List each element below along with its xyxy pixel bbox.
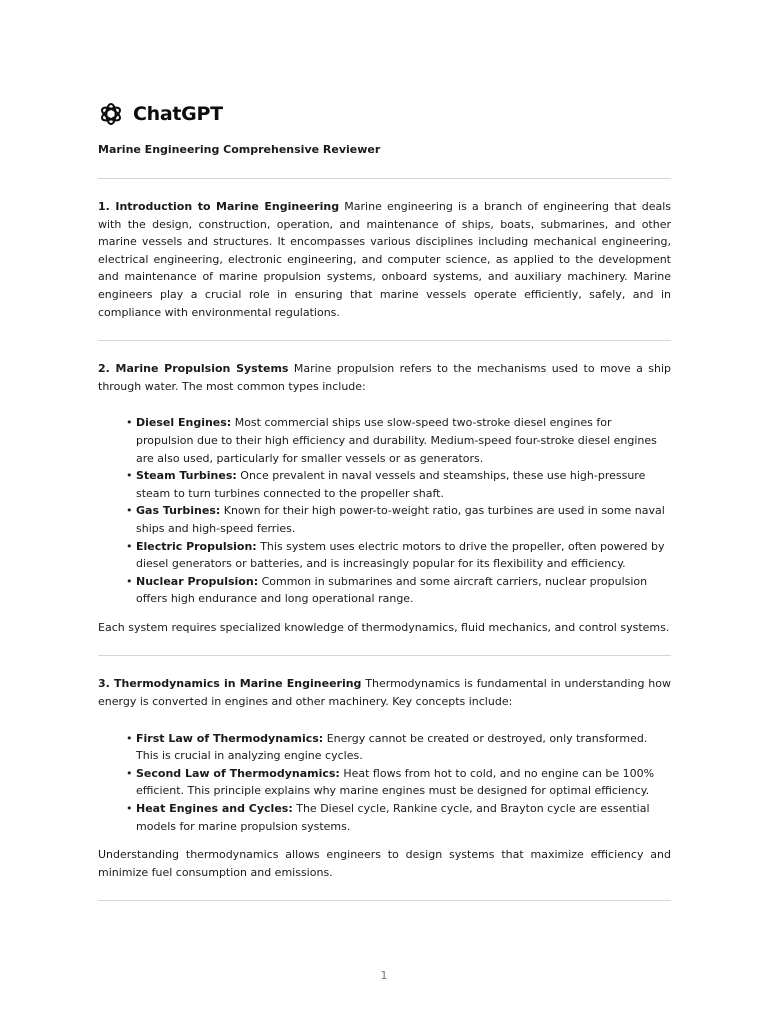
document-title: Marine Engineering Comprehensive Reviewer bbox=[98, 143, 381, 156]
list-item-text: Common in submarines and some aircraft carriers, nuclear propulsion offers high endurance and long operational range. bbox=[136, 574, 648, 606]
list-item-term: Diesel Engines: bbox=[136, 416, 232, 430]
thermodynamics-list bbox=[98, 730, 671, 836]
section-3-paragraph bbox=[98, 675, 671, 710]
page-number: 1 bbox=[380, 969, 388, 982]
section-2-closing: Each system requires specialized knowledge of thermodynamics, fluid mechanics, and control systems. bbox=[98, 620, 670, 634]
section-divider bbox=[98, 340, 671, 341]
section-1-body: Marine engineering is a branch of engineering that deals with the design, construction, operation, and maintenance of ships, boats, submarines, and other marine vessels and structures. It encompasses various disciplines including mechanical engineering, electrical engineering, electronic engineering, and computer science, as applied to the development and maintenance of marine propulsion systems, onboard systems, and auxiliary machinery. Marine engineers play a crucial role in ensuring that marine vessels operate efficiently, safely, and in compliance with environmental regulations. bbox=[98, 200, 672, 319]
list-item: • Heat Engines and Cycles: The Diesel cycle, Rankine cycle, and Brayton cycle are essential models for marine propulsion systems. bbox=[126, 802, 650, 833]
list-item: • Nuclear Propulsion: Common in submarines and some aircraft carriers, nuclear propulsion offers high endurance and long operational range. bbox=[126, 574, 648, 606]
list-item: • Gas Turbines: Known for their high power-to-weight ratio, gas turbines are used in some naval ships and high-speed ferries. bbox=[126, 504, 665, 535]
section-1-heading: 1. Introduction to Marine Engineering bbox=[98, 200, 340, 213]
list-item-text: This system uses electric motors to drive the propeller, often powered by diesel generators or batteries, and is increasingly popular for its flexibility and efficiency. bbox=[136, 539, 665, 571]
section-2-body: Marine propulsion refers to the mechanisms used to move a ship through water. The most common types include: bbox=[98, 362, 671, 393]
list-item: • Second Law of Thermodynamics: Heat flows from hot to cold, and no engine can be 100% efficient. This principle explains why marine engines must be designed for optimal efficiency. bbox=[126, 766, 655, 798]
list-item: • First Law of Thermodynamics: Energy cannot be created or destroyed, only transformed. This is crucial in analyzing engine cycles. bbox=[126, 731, 648, 763]
openai-logo-icon bbox=[98, 101, 124, 127]
document-page bbox=[98, 96, 671, 901]
list-item-text: Once prevalent in naval vessels and steamships, these use high-pressure steam to turn turbines connected to the propeller shaft. bbox=[136, 469, 646, 500]
section-2-paragraph bbox=[98, 360, 671, 395]
section-divider bbox=[98, 178, 671, 179]
list-item: • Electric Propulsion: This system uses electric motors to drive the propeller, often powered by diesel generators or batteries, and is increasingly popular for its flexibility and efficiency. bbox=[126, 539, 665, 571]
list-item-term: Heat Engines and Cycles: bbox=[136, 802, 293, 816]
list-item-text: Most commercial ships use slow-speed two-stroke diesel engines for propulsion due to their high efficiency and durability. Medium-speed four-stroke diesel engines are also used, particularly for smaller vessels or as generators. bbox=[136, 416, 657, 465]
list-item-term: Gas Turbines: bbox=[136, 504, 221, 518]
list-item-text: Energy cannot be created or destroyed, only transformed. This is crucial in analyzing engine cycles. bbox=[136, 731, 648, 763]
list-item-text: Known for their high power-to-weight ratio, gas turbines are used in some naval ships and high-speed ferries. bbox=[136, 504, 665, 535]
section-3-body: Thermodynamics is fundamental in understanding how energy is converted in engines and other machinery. Key concepts include: bbox=[98, 677, 672, 709]
section-1-paragraph bbox=[98, 198, 671, 321]
list-item-term: Electric Propulsion: bbox=[136, 539, 257, 553]
list-item-term: Steam Turbines: bbox=[136, 469, 237, 483]
list-item: • Steam Turbines: Once prevalent in naval vessels and steamships, these use high-pressure steam to turn turbines connected to the propeller shaft. bbox=[126, 469, 646, 500]
section-3-heading: 3. Thermodynamics in Marine Engineering bbox=[98, 677, 362, 691]
section-divider bbox=[98, 900, 671, 901]
propulsion-list bbox=[98, 414, 671, 608]
list-item-text: Heat flows from hot to cold, and no engine can be 100% efficient. This principle explains why marine engines must be designed for optimal efficiency. bbox=[136, 766, 655, 798]
brand-header bbox=[98, 96, 671, 132]
list-item-term: Second Law of Thermodynamics: bbox=[136, 766, 340, 780]
list-item-term: Nuclear Propulsion: bbox=[136, 574, 259, 588]
section-divider bbox=[98, 655, 671, 656]
list-item-term: First Law of Thermodynamics: bbox=[136, 731, 324, 745]
section-3-closing: Understanding thermodynamics allows engineers to design systems that maximize efficiency and minimize fuel consumption and emissions. bbox=[98, 848, 671, 879]
brand-name: ChatGPT bbox=[133, 103, 223, 125]
list-item: • Diesel Engines: Most commercial ships use slow-speed two-stroke diesel engines for propulsion due to their high efficiency and durability. Medium-speed four-stroke diesel engines are also used, particularly for smaller vessels or as generators. bbox=[126, 416, 657, 465]
list-item-text: The Diesel cycle, Rankine cycle, and Brayton cycle are essential models for marine propulsion systems. bbox=[136, 802, 650, 833]
section-2-heading: 2. Marine Propulsion Systems bbox=[98, 362, 289, 376]
